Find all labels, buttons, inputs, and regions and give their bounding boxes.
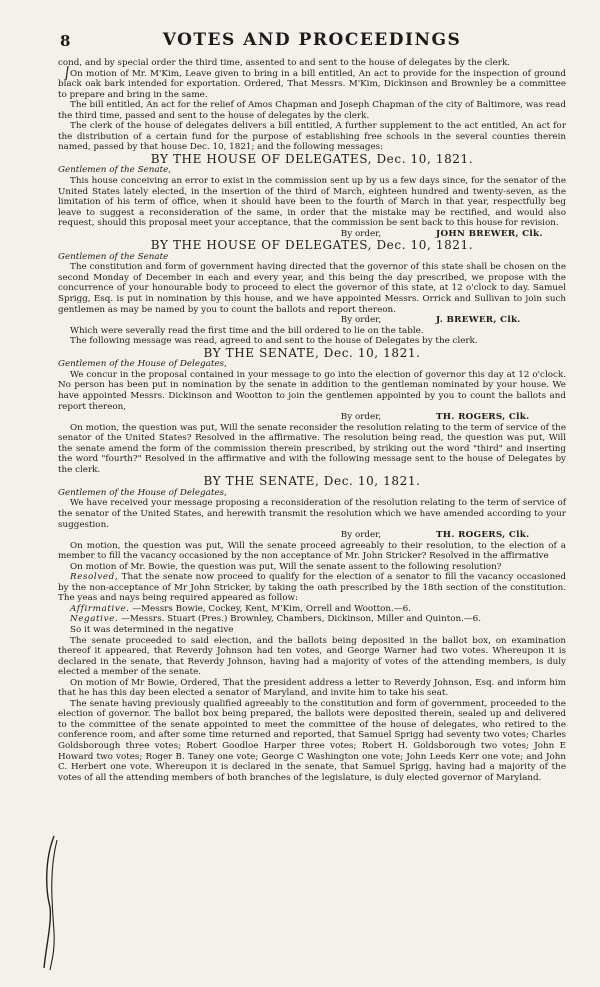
vote-text: —Messrs. Stuart (Pres.) Brownley, Chambers, Dickinson, Miller and Quinton.—6.: [118, 614, 482, 625]
salutation: Gentlemen of the Senate,: [58, 165, 172, 176]
margin-tick-mark: [64, 66, 70, 80]
salutation: Gentlemen of the House of Delegates,: [58, 487, 227, 498]
paragraph: The senate proceeded to said election, and the ballots being deposited in the ballot box, on examination thereof it appeared, that Reverdy Johnson had ten votes, and George Warner had two votes. Whereupon it is declared in the senate, that Reverdy Johnson, having had a majority of votes of the attending members, is duly elected a member of the senate.: [58, 635, 566, 678]
running-head: VOTES AND PROCEEDINGS: [162, 30, 462, 50]
vote-record: [58, 614, 566, 625]
vote-record: [58, 604, 566, 615]
paragraph: The senate having previously qualified agreeably to the constitution and form of government, proceeded to the election of governor. The ballot box being prepared, the ballots were deposited therein, sealed up and delivered to the committee of the senate appointed to meet the committee of the house of delegates, who retired to the conference room, and after some time returned and reported, that Samuel Sprigg had seventy two votes; Charles Goldsborough three votes; Robert Goodloe Harper three votes; Robert H. Goldsborough two votes; John E Howard two votes; Roger B. Taney one vote; George C Washington one vote; John Leeds Kerr one vote; and John C. Herbert one vote. Whereupon it is declared in the senate, that Samuel Sprigg, having had a majority of the votes of all the attending members of both branches of the legislature, is duly elected governor of Maryland.: [58, 698, 566, 783]
paragraph: Which were severally read the first time and the bill ordered to lie on the table.: [70, 325, 424, 336]
vote-label: Affirmative.: [70, 603, 130, 614]
clerk-signature: TH. ROGERS, Clk.: [436, 412, 530, 423]
page-number: 8: [60, 32, 71, 50]
paragraph: We have received your message proposing a reconsideration of the resolution relating to the term of service of the senator of the United States, and herewith transmit the resolution which we have amended according to your suggestion.: [58, 498, 566, 530]
vote-text: That the senate now proceed to qualify for the election of a senator to fill the vacancy occasioned by the non-acceptance of Mr John Stricker, by taking the oath prescribed by the 18th section of the constitution. The yeas and nays being required appeared as follow:: [58, 572, 566, 604]
by-order-label: By order,: [340, 228, 382, 239]
signature-line: [58, 315, 566, 326]
clerk-signature: TH. ROGERS, Clk.: [436, 530, 530, 541]
vote-record: [58, 572, 566, 604]
by-order-label: By order,: [340, 315, 382, 326]
paragraph: The constitution and form of government having directed that the governor of this state shall be chosen on the second Monday of December in each and every year, and this being the day prescribed, we propose with the concurrence of your honourable body to proceed to elect the governor of this state, at 12 o'clock to day. Samuel Sprigg, Esq. is put in nomination by this house, and we have appointed Messrs. Orrick and Sullivan to join such gentlemen as may be named by you to count the ballots and report thereon.: [58, 262, 566, 315]
salutation: Gentlemen of the House of Delegates,: [58, 359, 227, 370]
vote-label: Negative.: [70, 614, 119, 625]
paragraph: This house conceiving an error to exist in the commission sent up by us a few days since, for the senator of the United States lately elected, in the insertion of the third of March, eighteen hundred and twenty-seven, as the limitation of his term of office, when it should have been to the fourth of March in that year, respectfully beg leave to suggest a reconsideration of the same, in order that the mistake may be rectified, and would also request, should this proposal meet your acceptance, that the commission be sent back to this house for revision.: [58, 176, 566, 229]
by-order-label: By order,: [340, 412, 382, 423]
signature-line: [58, 530, 566, 541]
clerk-signature: JOHN BREWER, Clk.: [436, 228, 543, 239]
salutation: Gentlemen of the Senate: [58, 251, 169, 262]
by-order-label: By order,: [340, 530, 382, 541]
paragraph: cond, and by special order the third time, assented to and sent to the house of delegates by the clerk.: [58, 58, 511, 68]
paragraph: So it was determined in the negative: [70, 624, 234, 635]
paragraph: On motion, the question was put, Will the senate proceed agreeably to their resolution, to the election of a member to fill the vacancy occasioned by the non acceptance of Mr. John Stricker? Resolved in the affirmative: [58, 540, 566, 562]
vote-label: Resolved,: [70, 572, 119, 583]
paragraph: The bill entitled, An act for the relief of Amos Chapman and Joseph Chapman of the city of Baltimore, was read the third time, passed and sent to the house of delegates by the clerk.: [58, 100, 566, 121]
paragraph: On motion of Mr. Bowie, the question was put, Will the senate assent to the following resolution?: [70, 561, 502, 572]
clerk-signature: J. BREWER, Clk.: [436, 315, 521, 326]
section-heading: BY THE SENATE, Dec. 10, 1821.: [203, 345, 421, 360]
paragraph: On motion, the question was put, Will the senate reconsider the resolution relating to the term of service of the senator of the United States? Resolved in the affirmative. The resolution being read, the question was put, Will the senate amend the form of the commission therein prescribed, by striking out the word "third" and inserting the word "fourth?" Resolved in the affirmative and with the following message sent to the house of Delegates by the clerk.: [58, 422, 566, 475]
paragraph: On motion of Mr Bowie, Ordered, That the president address a letter to Reverdy Johnson, Esq. and inform him that he has this day been elected a senator of Maryland, and invite him to take his seat.: [58, 677, 566, 699]
section-heading: BY THE HOUSE OF DELEGATES, Dec. 10, 1821.: [150, 238, 474, 253]
vote-text: —Messrs Bowie, Cockey, Kent, M'Kim, Orrell and Wootton.—6.: [129, 603, 411, 614]
paragraph: The clerk of the house of delegates delivers a bill entitled, A further supplement to the act entitled, An act for the distribution of a certain fund for the purpose of establishing free schools in the several counties therein named, passed by that house Dec. 10, 1821; and the following messages:: [58, 121, 566, 153]
paragraph: On motion of Mr. M'Kim, Leave given to bring in a bill entitled, An act to provide for the inspection of ground black oak bark intended for exportation. Ordered, That Messrs. M'Kim, Dickinson and Brownley be a committee to prepare and bring in the same.: [58, 68, 566, 100]
margin-bracket-mark: [40, 832, 60, 972]
section-heading: BY THE SENATE, Dec. 10, 1821.: [203, 474, 421, 489]
signature-line: [58, 412, 566, 423]
paragraph: We concur in the proposal contained in your message to go into the election of governor this day at 12 o'clock. No person has been put in nomination by the senate in addition to the gentleman nominated by your house. We have appointed Messrs. Dickinson and Wootton to join the gentlemen appointed by you to count the ballots and report thereon,: [58, 369, 566, 412]
paragraph: The following message was read, agreed to and sent to the house of Delegates by the clerk.: [70, 336, 478, 347]
section-heading: BY THE HOUSE OF DELEGATES, Dec. 10, 1821.: [150, 151, 474, 166]
document-body: [58, 58, 566, 783]
